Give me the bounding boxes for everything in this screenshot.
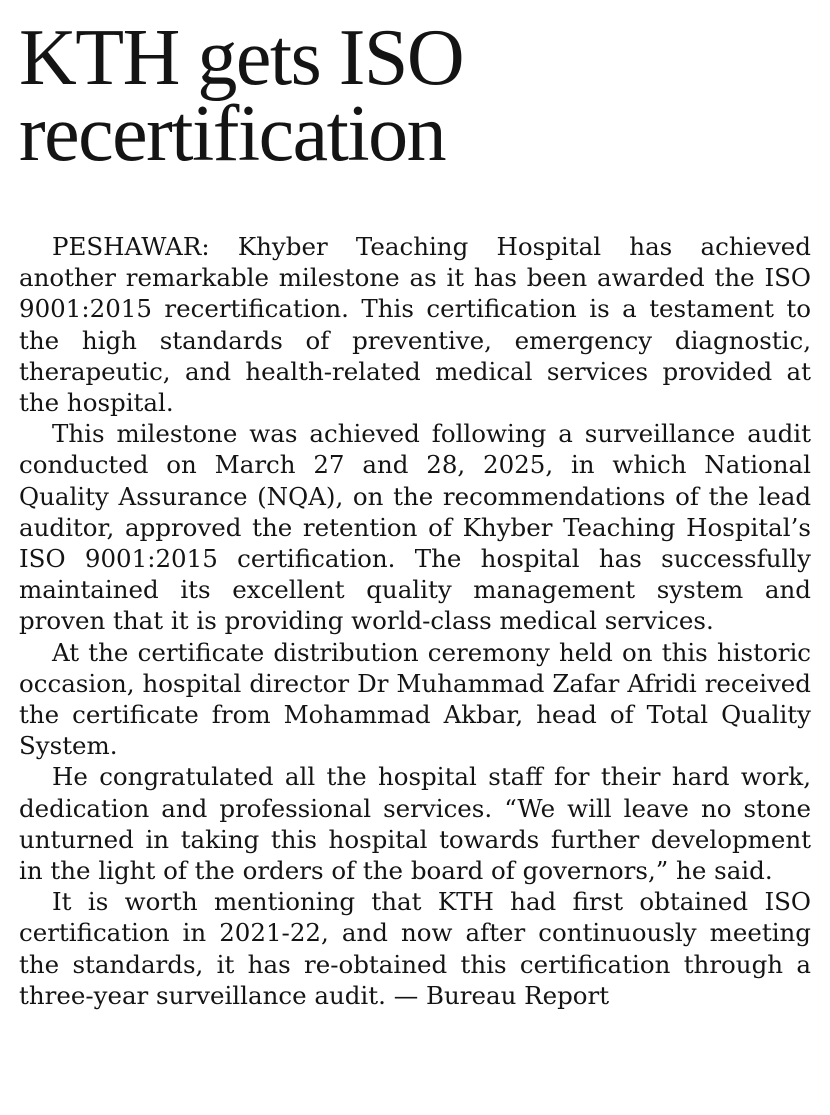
paragraph-3: At the certificate distribution ceremony held on this historic occasion, hospital director Dr Muhammad Zafar Afridi received the certificate from Mohammad Akbar, head of Total Quality System. — [19, 637, 811, 761]
article-body — [19, 231, 811, 1011]
headline — [19, 14, 811, 178]
news-article — [19, 14, 811, 1011]
headline-line-1: KTH gets ISO — [19, 14, 464, 102]
headline-line-2: recertification — [19, 90, 446, 178]
paragraph-1: PESHAWAR: Khyber Teaching Hospital has achieved another remarkable milestone as it has been awarded the ISO 9001:2015 recertification. This certification is a testament to the high standards of preventive, emergency diagnostic, therapeutic, and health-related medical services provided at the hospital. — [19, 232, 811, 418]
paragraph-5: It is worth mentioning that KTH had first obtained ISO certification in 2021-22, and now after continuously meeting the standards, it has re-obtained this certification through a three-year surveillance audit. — Bureau Report — [19, 887, 811, 1010]
paragraph-2: This milestone was achieved following a surveillance audit conducted on March 27 and 28, 2025, in which National Quality Assurance (NQA), on the recommendations of the lead auditor, approved the retention of Khyber Teaching Hospital’s ISO 9001:2015 certification. The hospital has successfully maintained its excellent quality management system and proven that it is providing world-class medical services. — [19, 419, 811, 636]
paragraph-4: He congratulated all the hospital staff for their hard work, dedication and professional services. “We will leave no stone unturned in taking this hospital towards further development in the light of the orders of the board of governors,” he said. — [19, 762, 811, 886]
